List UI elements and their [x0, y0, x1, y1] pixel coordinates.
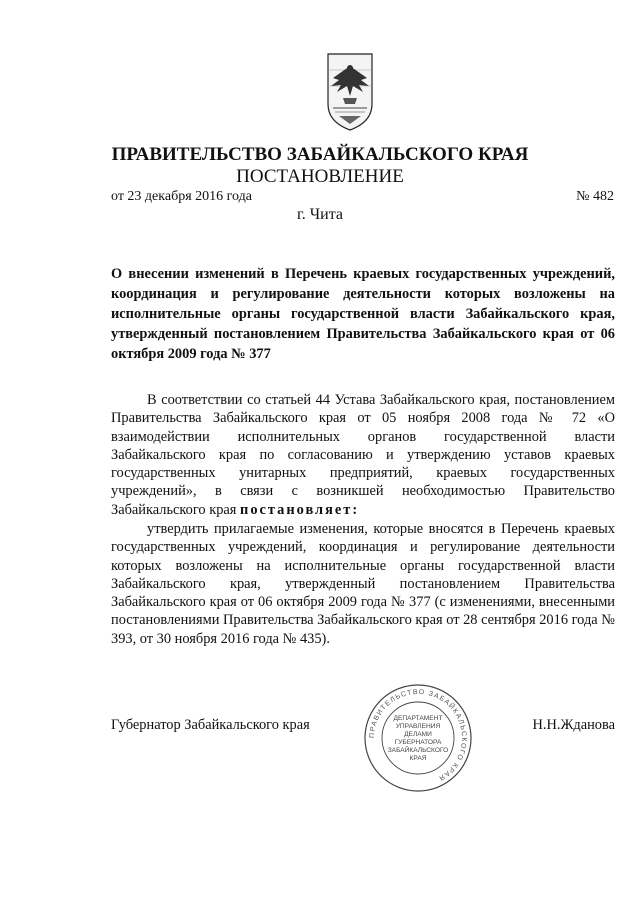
- signatory-title: Губернатор Забайкальского края: [111, 717, 310, 733]
- stamp-line: КРАЯ: [409, 755, 427, 762]
- official-stamp-seal: [363, 683, 473, 793]
- document-city: г. Чита: [296, 206, 343, 223]
- document-type: ПОСТАНОВЛЕНИЕ: [236, 166, 404, 187]
- stamp-line: ЗАБАЙКАЛЬСКОГО: [387, 747, 449, 754]
- coat-of-arms-emblem: [325, 52, 375, 132]
- preamble-text: В соответствии со статьей 44 Устава Забайкальского края, постановлением Правительства Забайкальского края от 05 ноября 2008 года № 72 «О взаимодействии исполнительных органов государственной власти Забайкальского края по согласованию и утверждению уставов краевых государственных унитарных предприятий, краевых государственных учреждений», в связи с возникшей необходимостью Правительство Забайкальского края: [111, 392, 615, 518]
- organization-name: ПРАВИТЕЛЬСТВО ЗАБАЙКАЛЬСКОГО КРАЯ: [111, 144, 529, 165]
- stamp-line: ДЕЛАМИ: [404, 731, 432, 738]
- stamp-line: УПРАВЛЕНИЯ: [395, 723, 441, 730]
- stamp-line: ДЕПАРТАМЕНТ: [393, 715, 443, 722]
- resolution-paragraph: утвердить прилагаемые изменения, которые вносятся в Перечень краевых государственных учреждений, координация и регулирование деятельности которых возложены на исполнительные органы государственной власти Забайкальского края, утвержденный постановлением Правительства Забайкальского края от 06 октября 2009 года № 377 (с изменениями, внесенными постановлениями Правительства Забайкальского края от 28 сентября 2016 года № 393, от 30 ноября 2016 года № 435).: [111, 521, 615, 647]
- document-date: от 23 декабря 2016 года: [111, 189, 252, 204]
- document-number: № 482: [576, 189, 614, 204]
- document-subject: О внесении изменений в Перечень краевых государственных учреждений, координация и регулирование деятельности которых возложены на исполнительные органы государственной власти Забайкальского края, утвержденный постановлением Правительства Забайкальского края от 06 октября 2009 года № 377: [111, 266, 615, 362]
- preamble-paragraph: [111, 391, 615, 519]
- stamp-line: ГУБЕРНАТОРА: [394, 739, 442, 746]
- stamp-ring-text: ПРАВИТЕЛЬСТВО ЗАБАЙКАЛЬСКОГО КРАЯ: [368, 688, 468, 782]
- decree-word: постановляет:: [240, 501, 360, 518]
- signatory-name: Н.Н.Жданова: [532, 717, 615, 733]
